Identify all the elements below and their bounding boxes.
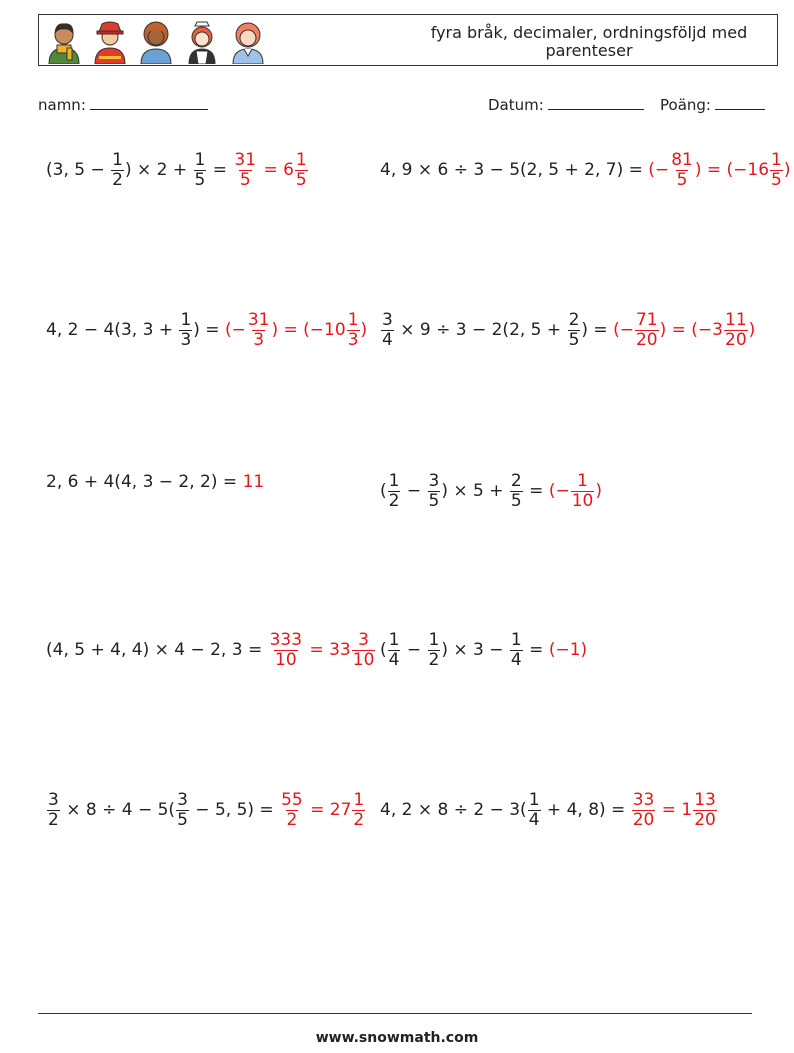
denominator: 3 [253, 329, 265, 350]
expression-text: = [523, 640, 549, 660]
denominator: 5 [428, 490, 440, 511]
numerator: 1 [347, 309, 359, 330]
denominator: 10 [352, 649, 375, 670]
denominator: 2 [112, 169, 123, 190]
fraction [176, 791, 189, 830]
answer-fraction [295, 151, 308, 190]
woman-curly-avatar [137, 18, 175, 64]
answer-fraction [635, 311, 659, 350]
problem-6 [380, 461, 602, 521]
numerator: 1 [771, 149, 782, 170]
denominator: 10 [571, 490, 594, 511]
avatar-row [45, 18, 267, 64]
denominator: 5 [676, 169, 688, 190]
expression-text: × 9 ÷ 3 − 2(2, 5 + [394, 320, 567, 340]
footer-site[interactable]: www.snowmath.com [315, 1030, 479, 1046]
numerator: 1 [295, 149, 307, 170]
worksheet-title: fyra bråk, decimaler, ordningsföljd med parenteser [430, 23, 748, 60]
fraction [510, 472, 523, 511]
date-line[interactable] [548, 94, 644, 110]
fireman-avatar [91, 18, 129, 64]
problem-1 [46, 140, 309, 200]
answer-text: ) [748, 320, 756, 340]
fraction [381, 311, 394, 350]
numerator: 3 [48, 789, 59, 810]
expression-text: − 5, 5) = [189, 800, 280, 820]
numerator: 3 [358, 629, 369, 650]
answer-text: ) [360, 320, 368, 340]
problem-5 [46, 452, 264, 512]
fraction [47, 791, 60, 830]
numerator: 3 [428, 470, 440, 491]
expression-text: (4, 5 + 4, 4) × 4 − 2, 3 = [46, 640, 268, 660]
score-field[interactable] [660, 94, 765, 114]
expression-text: − [401, 481, 427, 501]
answer-fraction [269, 631, 303, 670]
numerator: 55 [281, 789, 303, 810]
waitress-avatar [183, 18, 221, 64]
expression-text: ( [380, 481, 387, 501]
answer-fraction [347, 311, 360, 350]
problem-7 [46, 620, 376, 680]
answer-text: (− [613, 320, 634, 340]
name-line[interactable] [90, 94, 208, 110]
numerator: 1 [428, 629, 440, 650]
numerator: 31 [247, 309, 270, 330]
problem-9 [46, 780, 366, 840]
numerator: 71 [635, 309, 658, 330]
denominator: 4 [528, 809, 540, 830]
score-label: Poäng: [660, 96, 711, 114]
woman-blue-avatar [229, 18, 267, 64]
numerator: 13 [694, 789, 716, 810]
fraction [388, 631, 401, 670]
footer-divider [38, 1013, 752, 1014]
answer-fraction [280, 791, 304, 830]
numerator: 1 [388, 470, 400, 491]
answer-text: = 6 [258, 160, 294, 180]
denominator: 20 [632, 809, 655, 830]
answer-fraction [632, 791, 656, 830]
numerator: 2 [510, 470, 522, 491]
numerator: 1 [112, 149, 123, 170]
denominator: 4 [388, 649, 400, 670]
denominator: 3 [180, 329, 192, 350]
numerator: 1 [388, 629, 400, 650]
boy-scarf-avatar [45, 18, 83, 64]
denominator: 5 [177, 809, 188, 830]
date-field[interactable] [488, 94, 644, 114]
expression-text: × 8 ÷ 4 − 5( [60, 800, 176, 820]
denominator: 20 [694, 809, 716, 830]
answer-fraction [247, 311, 271, 350]
numerator: 11 [725, 309, 747, 330]
numerator: 1 [353, 789, 365, 810]
expression-text: ) × 2 + [124, 160, 193, 180]
answer-fraction [352, 791, 365, 830]
answer-text: = 27 [304, 800, 352, 820]
problem-4 [380, 300, 755, 360]
expression-text: ) = [193, 320, 225, 340]
denominator: 20 [635, 329, 658, 350]
denominator: 4 [510, 649, 522, 670]
expression-text: ) = [581, 320, 614, 340]
denominator: 20 [725, 329, 747, 350]
fraction [568, 311, 581, 350]
fraction [179, 311, 192, 350]
fraction [111, 151, 124, 190]
denominator: 2 [48, 809, 59, 830]
numerator: 81 [671, 149, 693, 170]
denominator: 2 [388, 490, 400, 511]
numerator: 1 [528, 789, 540, 810]
problem-8 [380, 620, 587, 680]
date-label: Datum: [488, 96, 544, 114]
denominator: 5 [771, 169, 782, 190]
answer-text: (− [224, 320, 246, 340]
answer-text: 11 [242, 472, 265, 492]
name-field[interactable] [38, 94, 208, 114]
answer-fraction [670, 151, 694, 190]
denominator: 3 [347, 329, 359, 350]
score-line[interactable] [715, 94, 765, 110]
fraction [388, 472, 401, 511]
denominator: 5 [510, 490, 522, 511]
expression-text: + 4, 8) = [541, 800, 631, 820]
expression-text: ) × 3 − [441, 640, 509, 660]
numerator: 3 [382, 309, 393, 330]
answer-text: (−1) [548, 640, 588, 660]
numerator: 3 [177, 789, 188, 810]
denominator: 2 [353, 809, 365, 830]
denominator: 2 [286, 809, 298, 830]
expression-text: = [207, 160, 233, 180]
answer-text: = 1 [656, 800, 693, 820]
fraction [528, 791, 541, 830]
expression-text: ( [380, 640, 387, 660]
answer-fraction [233, 151, 257, 190]
expression-text: − [401, 640, 427, 660]
answer-text: ) = (−3 [659, 320, 723, 340]
fraction [428, 631, 441, 670]
denominator: 2 [428, 649, 440, 670]
expression-text: 4, 2 − 4(3, 3 + [46, 320, 179, 340]
answer-fraction [693, 791, 717, 830]
answer-text: ) [595, 481, 602, 501]
denominator: 5 [239, 169, 251, 190]
answer-text: ) = (−10 [271, 320, 346, 340]
numerator: 33 [632, 789, 655, 810]
numerator: 333 [269, 629, 303, 650]
problem-10 [380, 780, 718, 840]
problem-3 [46, 300, 367, 360]
denominator: 10 [275, 649, 297, 670]
answer-fraction [770, 151, 783, 190]
answer-fraction [571, 472, 595, 511]
fraction [194, 151, 207, 190]
denominator: 5 [295, 169, 307, 190]
answer-fraction [724, 311, 748, 350]
fraction [510, 631, 523, 670]
problem-2 [380, 140, 791, 200]
answer-fraction [352, 631, 376, 670]
numerator: 1 [510, 629, 522, 650]
expression-text: ) × 5 + [441, 481, 509, 501]
denominator: 4 [382, 329, 393, 350]
answer-text: ) = (−16 [694, 160, 770, 180]
expression-text: 4, 9 × 6 ÷ 3 − 5(2, 5 + 2, 7) = [380, 160, 649, 180]
fraction [428, 472, 441, 511]
answer-text: (− [548, 481, 570, 501]
numerator: 1 [577, 470, 588, 491]
expression-text: = [523, 481, 549, 501]
header-box [38, 14, 778, 66]
denominator: 5 [568, 329, 580, 350]
answer-text: ) [783, 160, 791, 180]
numerator: 1 [194, 149, 206, 170]
answer-text: = 33 [304, 640, 351, 660]
numerator: 2 [568, 309, 580, 330]
numerator: 31 [234, 149, 257, 170]
numerator: 1 [180, 309, 192, 330]
expression-text: 4, 2 × 8 ÷ 2 − 3( [380, 800, 527, 820]
denominator: 5 [194, 169, 206, 190]
expression-text: 2, 6 + 4(4, 3 − 2, 2) = [46, 472, 243, 492]
name-label: namn: [38, 96, 86, 114]
expression-text: (3, 5 − [46, 160, 111, 180]
answer-text: (− [648, 160, 670, 180]
